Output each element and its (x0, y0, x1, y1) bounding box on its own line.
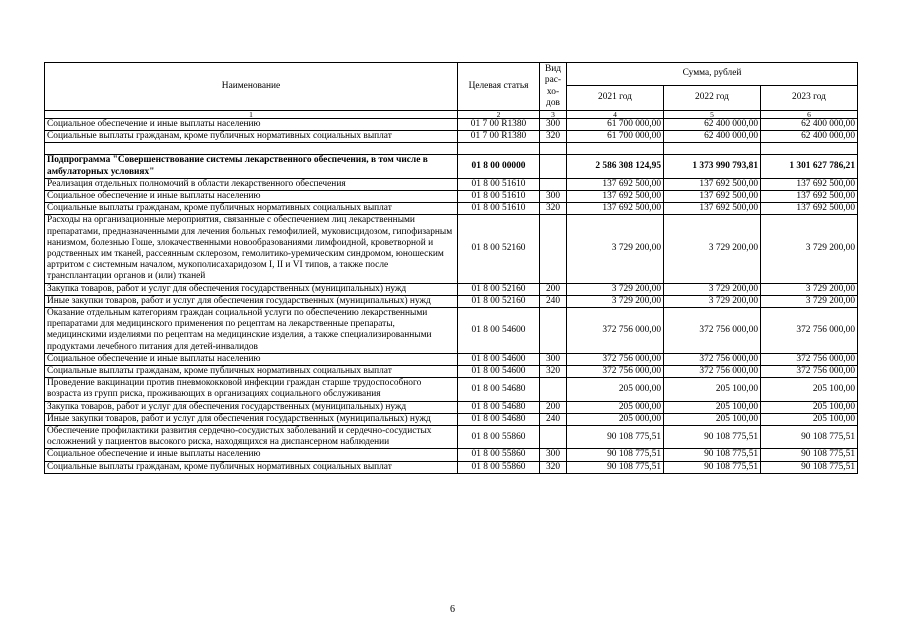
row-amount-2021: 90 108 775,51 (567, 426, 664, 449)
row-amount-2021: 3 729 200,00 (567, 295, 664, 307)
row-amount-2021: 137 692 500,00 (567, 203, 664, 215)
row-amount-2022: 137 692 500,00 (664, 178, 761, 190)
row-amount-2023: 3 729 200,00 (761, 295, 858, 307)
row-name: Социальные выплаты гражданам, кроме публичных нормативных социальных выплат (45, 203, 458, 215)
table-row (45, 215, 858, 283)
row-name: Социальное обеспечение и иные выплаты населению (45, 353, 458, 365)
header-year-2023: 2023 год (761, 86, 858, 111)
row-target-article: 01 8 00 55860 (458, 449, 540, 461)
table-row (45, 449, 858, 461)
row-amount-2022: 372 756 000,00 (664, 308, 761, 354)
row-target-article: 01 8 00 54680 (458, 413, 540, 425)
row-name: Социальное обеспечение и иные выплаты населению (45, 449, 458, 461)
row-name: Обеспечение профилактики развития сердечно-сосудистых заболеваний и сердечно-сосудистых осложнений у пациентов высокого риска, находящихся на диспансерном наблюдении (45, 426, 458, 449)
row-amount-2021: 372 756 000,00 (567, 366, 664, 378)
row-amount-2023: 90 108 775,51 (761, 426, 858, 449)
row-name: Реализация отдельных полномочий в области лекарственного обеспечения (45, 178, 458, 190)
row-amount-2022: 62 400 000,00 (664, 119, 761, 131)
row-target-article: 01 8 00 55860 (458, 426, 540, 449)
row-expense-kind: 320 (540, 203, 567, 215)
row-amount-2021: 137 692 500,00 (567, 178, 664, 190)
budget-table (44, 62, 858, 474)
row-amount-2023: 205 100,00 (761, 401, 858, 413)
column-number: 1 (45, 111, 458, 119)
header-sum: Сумма, рублей (567, 63, 858, 86)
row-target-article: 01 8 00 00000 (458, 155, 540, 178)
row-target-article: 01 8 00 52160 (458, 295, 540, 307)
row-amount-2021: 372 756 000,00 (567, 308, 664, 354)
row-amount-2022: 3 729 200,00 (664, 295, 761, 307)
row-amount-2022: 372 756 000,00 (664, 366, 761, 378)
row-target-article: 01 8 00 51610 (458, 191, 540, 203)
row-target-article: 01 8 00 55860 (458, 461, 540, 473)
row-amount-2022: 372 756 000,00 (664, 353, 761, 365)
row-name: Расходы на организационные мероприятия, связанные с обеспечением лиц лекарственными препаратами, предназначенными для лечения больных гемофилией, муковисцидозом, гипофизарным нанизмом, болезнью Гоше, злокачественными новообразованиями лимфоидной, кроветворной и родственных им тканей, рассеянным склерозом, гемолитико-уремическим синдромом, юношеским артритом с системным началом, мукополисахаридозом I, II и VI типов, а также после трансплантации органов и (или) тканей (45, 215, 458, 283)
row-name: Иные закупки товаров, работ и услуг для обеспечения государственных (муниципальных) нужд (45, 295, 458, 307)
column-number-row (45, 111, 858, 119)
table-row (45, 461, 858, 473)
row-target-article: 01 8 00 54600 (458, 366, 540, 378)
row-expense-kind: 320 (540, 461, 567, 473)
row-amount-2021: 2 586 308 124,95 (567, 155, 664, 178)
column-number: 4 (567, 111, 664, 119)
table-row (45, 413, 858, 425)
row-amount-2021: 61 700 000,00 (567, 119, 664, 131)
row-target-article: 01 8 00 51610 (458, 178, 540, 190)
row-amount-2023: 3 729 200,00 (761, 283, 858, 295)
row-name: Иные закупки товаров, работ и услуг для обеспечения государственных (муниципальных) нужд (45, 413, 458, 425)
row-expense-kind: 240 (540, 295, 567, 307)
row-expense-kind: 300 (540, 119, 567, 131)
row-amount-2021: 372 756 000,00 (567, 353, 664, 365)
row-target-article: 01 8 00 54680 (458, 378, 540, 401)
row-target-article: 01 8 00 52160 (458, 215, 540, 283)
row-amount-2022: 90 108 775,51 (664, 449, 761, 461)
table-row (45, 401, 858, 413)
row-expense-kind: 320 (540, 366, 567, 378)
row-expense-kind: 240 (540, 413, 567, 425)
row-expense-kind (540, 155, 567, 178)
row-amount-2022: 137 692 500,00 (664, 191, 761, 203)
header-year-2021: 2021 год (567, 86, 664, 111)
row-target-article: 01 8 00 54600 (458, 353, 540, 365)
table-row (45, 131, 858, 143)
row-name: Социальное обеспечение и иные выплаты населению (45, 119, 458, 131)
row-amount-2023: 62 400 000,00 (761, 131, 858, 143)
row-amount-2023: 62 400 000,00 (761, 119, 858, 131)
row-expense-kind: 320 (540, 131, 567, 143)
row-amount-2023: 205 100,00 (761, 378, 858, 401)
row-amount-2023: 372 756 000,00 (761, 308, 858, 354)
column-number: 3 (540, 111, 567, 119)
row-name: Социальное обеспечение и иные выплаты населению (45, 191, 458, 203)
row-amount-2021: 3 729 200,00 (567, 283, 664, 295)
row-name: Социальные выплаты гражданам, кроме публичных нормативных социальных выплат (45, 131, 458, 143)
row-amount-2021: 137 692 500,00 (567, 191, 664, 203)
row-amount-2023: 3 729 200,00 (761, 215, 858, 283)
page-number: 6 (450, 604, 455, 615)
subprogram-row (45, 155, 858, 178)
row-target-article: 01 8 00 54600 (458, 308, 540, 354)
header-name: Наименование (45, 63, 458, 111)
blank-row (45, 143, 858, 155)
row-amount-2022: 205 100,00 (664, 413, 761, 425)
table-row (45, 426, 858, 449)
row-amount-2021: 90 108 775,51 (567, 461, 664, 473)
row-name: Социальные выплаты гражданам, кроме публичных нормативных социальных выплат (45, 366, 458, 378)
table-row (45, 353, 858, 365)
row-amount-2023: 1 301 627 786,21 (761, 155, 858, 178)
table-row (45, 308, 858, 354)
row-amount-2021: 90 108 775,51 (567, 449, 664, 461)
row-target-article: 01 8 00 51610 (458, 203, 540, 215)
row-name: Социальные выплаты гражданам, кроме публичных нормативных социальных выплат (45, 461, 458, 473)
row-expense-kind: 300 (540, 191, 567, 203)
row-amount-2022: 1 373 990 793,81 (664, 155, 761, 178)
row-amount-2021: 205 000,00 (567, 413, 664, 425)
row-amount-2023: 205 100,00 (761, 413, 858, 425)
row-amount-2023: 372 756 000,00 (761, 366, 858, 378)
column-number: 2 (458, 111, 540, 119)
row-name: Проведение вакцинации против пневмококковой инфекции граждан старше трудоспособного возраста из групп риска, проживающих в организациях социального обслуживания (45, 378, 458, 401)
row-amount-2021: 3 729 200,00 (567, 215, 664, 283)
row-target-article: 01 7 00 R1380 (458, 131, 540, 143)
row-amount-2022: 3 729 200,00 (664, 215, 761, 283)
row-amount-2022: 205 100,00 (664, 378, 761, 401)
row-amount-2023: 137 692 500,00 (761, 191, 858, 203)
row-amount-2022: 3 729 200,00 (664, 283, 761, 295)
row-target-article: 01 7 00 R1380 (458, 119, 540, 131)
table-row (45, 295, 858, 307)
column-number: 6 (761, 111, 858, 119)
row-expense-kind: 300 (540, 353, 567, 365)
row-amount-2022: 62 400 000,00 (664, 131, 761, 143)
row-amount-2022: 90 108 775,51 (664, 461, 761, 473)
row-name: Закупка товаров, работ и услуг для обеспечения государственных (муниципальных) нужд (45, 401, 458, 413)
row-expense-kind: 300 (540, 449, 567, 461)
table-row (45, 378, 858, 401)
row-amount-2023: 90 108 775,51 (761, 461, 858, 473)
row-amount-2021: 205 000,00 (567, 401, 664, 413)
row-amount-2021: 205 000,00 (567, 378, 664, 401)
header-target-article: Целевая статья (458, 63, 540, 111)
row-amount-2023: 137 692 500,00 (761, 178, 858, 190)
row-target-article: 01 8 00 54680 (458, 401, 540, 413)
row-expense-kind: 200 (540, 401, 567, 413)
row-expense-kind (540, 378, 567, 401)
row-expense-kind (540, 215, 567, 283)
header-year-2022: 2022 год (664, 86, 761, 111)
row-amount-2021: 61 700 000,00 (567, 131, 664, 143)
row-name: Закупка товаров, работ и услуг для обеспечения государственных (муниципальных) нужд (45, 283, 458, 295)
table-row (45, 203, 858, 215)
row-amount-2023: 90 108 775,51 (761, 449, 858, 461)
table-row (45, 178, 858, 190)
row-expense-kind (540, 426, 567, 449)
row-amount-2023: 372 756 000,00 (761, 353, 858, 365)
row-amount-2022: 205 100,00 (664, 401, 761, 413)
row-expense-kind: 200 (540, 283, 567, 295)
header-expense-kind: Вид рас-хо-дов (540, 63, 567, 111)
table-row (45, 191, 858, 203)
row-amount-2023: 137 692 500,00 (761, 203, 858, 215)
row-amount-2022: 137 692 500,00 (664, 203, 761, 215)
table-row (45, 119, 858, 131)
row-target-article: 01 8 00 52160 (458, 283, 540, 295)
row-amount-2022: 90 108 775,51 (664, 426, 761, 449)
row-name: Оказание отдельным категориям граждан социальной услуги по обеспечению лекарственными препаратами для медицинского применения по рецептам на лекарственные препараты, медицинскими изделиями по рецептам на медицинские изделия, а также специализированными продуктами лечебного питания для детей-инвалидов (45, 308, 458, 354)
table-row (45, 283, 858, 295)
column-number: 5 (664, 111, 761, 119)
table-row (45, 366, 858, 378)
row-expense-kind (540, 178, 567, 190)
row-expense-kind (540, 308, 567, 354)
row-name: Подпрограмма "Совершенствование системы лекарственного обеспечения, в том числе в амбулаторных условиях" (45, 155, 458, 178)
